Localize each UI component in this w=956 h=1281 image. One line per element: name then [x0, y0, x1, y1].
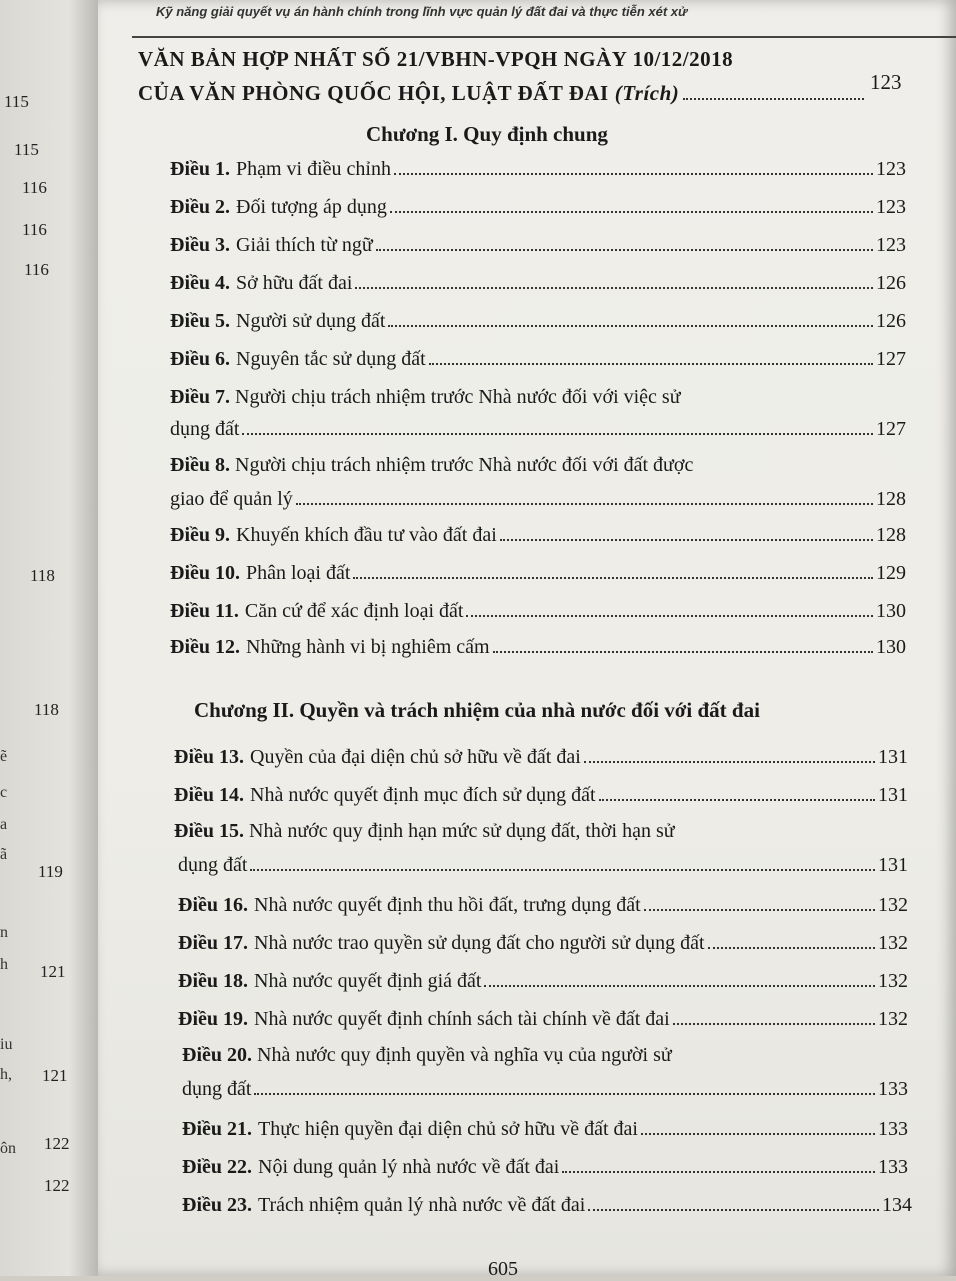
facing-page-edge — [0, 0, 98, 1276]
title-line-2-italic: (Trích) — [614, 81, 680, 105]
facing-page-number: 116 — [22, 178, 47, 197]
article-number: Điều 4. — [170, 272, 230, 294]
dot-leader — [388, 325, 873, 327]
article-number: Điều 16. — [178, 894, 248, 916]
facing-page-fragment: iu — [0, 1036, 13, 1053]
page-number: 131 — [878, 854, 908, 876]
facing-page-fragment: c — [0, 784, 8, 801]
article-number: Điều 9. — [170, 524, 230, 546]
facing-page-number: 122 — [44, 1176, 70, 1195]
article-number: Điều 20. — [182, 1044, 252, 1066]
article-title: Nhà nước quy định hạn mức sử dụng đất, thời hạn sử — [249, 820, 675, 842]
toc-entry[interactable] — [178, 932, 908, 955]
article-number: Điều 15. — [174, 820, 244, 842]
facing-page-fragment: ôn — [0, 1140, 16, 1157]
dot-leader — [588, 1209, 879, 1211]
page-number: 131 — [878, 746, 908, 768]
toc-entry[interactable] — [170, 524, 906, 547]
chapter-heading: Chương I. Quy định chung — [366, 122, 608, 146]
title-line-2-main: CỦA VĂN PHÒNG QUỐC HỘI, LUẬT ĐẤT ĐAI — [138, 81, 609, 105]
toc-entry-continuation[interactable] — [170, 488, 906, 511]
dot-leader — [242, 433, 873, 435]
article-title: Những hành vi bị nghiêm cấm — [246, 636, 490, 658]
facing-page-number: 122 — [44, 1134, 70, 1153]
dot-leader — [394, 173, 873, 175]
dot-leader — [376, 249, 873, 251]
dot-leader — [708, 947, 875, 949]
dot-leader — [673, 1023, 875, 1025]
facing-page-fragment: h — [0, 956, 8, 973]
toc-entry[interactable] — [174, 784, 908, 807]
page-number: 128 — [876, 524, 906, 546]
dot-leader — [683, 98, 864, 100]
article-title: Sở hữu đất đai — [236, 272, 353, 294]
toc-entry[interactable] — [182, 1118, 908, 1141]
article-number: Điều 3. — [170, 234, 230, 256]
facing-page-number: 116 — [22, 220, 47, 239]
facing-page-number: 115 — [14, 140, 39, 159]
article-title-continuation: dụng đất — [170, 418, 240, 440]
page-number: 123 — [876, 196, 906, 218]
page-number: 133 — [878, 1156, 908, 1178]
toc-entry[interactable] — [174, 746, 908, 769]
article-title-continuation: giao để quản lý — [170, 488, 293, 510]
header-rule — [132, 36, 956, 38]
chapter-heading: Chương II. Quyền và trách nhiệm của nhà nước đối với đất đai — [194, 698, 760, 722]
dot-leader — [296, 503, 873, 505]
toc-entry[interactable] — [170, 310, 906, 333]
dot-leader — [466, 615, 873, 617]
article-title: Nhà nước quyết định giá đất — [254, 970, 482, 992]
article-number: Điều 17. — [178, 932, 248, 954]
article-title: Người chịu trách nhiệm trước Nhà nước đối với đất được — [235, 454, 694, 476]
running-head: Kỹ năng giải quyết vụ án hành chính trong lĩnh vực quản lý đất đai và thực tiễn xét xử — [156, 4, 688, 19]
article-number: Điều 2. — [170, 196, 230, 218]
page-number: 128 — [876, 488, 906, 510]
facing-page-fragment: a — [0, 816, 8, 833]
toc-entry-first-line[interactable] — [182, 1044, 672, 1067]
toc-entry-first-line[interactable] — [170, 454, 693, 477]
article-title: Người chịu trách nhiệm trước Nhà nước đối với việc sử — [235, 386, 681, 408]
article-title: Người sử dụng đất — [236, 310, 386, 332]
toc-entry[interactable] — [170, 600, 906, 623]
facing-page-number: 118 — [30, 566, 55, 585]
facing-page-number: 118 — [34, 700, 59, 719]
toc-entry[interactable] — [170, 196, 906, 219]
dot-leader — [484, 985, 875, 987]
article-title: Nhà nước trao quyền sử dụng đất cho người sử dụng đất — [254, 932, 705, 954]
toc-entry[interactable] — [170, 636, 906, 659]
toc-entry-first-line[interactable] — [170, 386, 681, 409]
page-number: 131 — [878, 784, 908, 806]
toc-entry[interactable] — [170, 562, 906, 585]
article-number: Điều 21. — [182, 1118, 252, 1140]
article-number: Điều 23. — [182, 1194, 252, 1216]
page-number: 123 — [876, 158, 906, 180]
dot-leader — [353, 577, 873, 579]
dot-leader — [390, 211, 873, 213]
article-title: Nhà nước quyết định mục đích sử dụng đất — [250, 784, 596, 806]
page-number: 132 — [878, 894, 908, 916]
book-page — [98, 0, 956, 1280]
article-number: Điều 5. — [170, 310, 230, 332]
toc-entry[interactable] — [178, 1008, 908, 1031]
page-number: 126 — [876, 310, 906, 332]
title-line-2 — [138, 76, 868, 110]
dot-leader — [562, 1171, 875, 1173]
dot-leader — [599, 799, 875, 801]
title-line-1: VĂN BẢN HỢP NHẤT SỐ 21/VBHN-VPQH NGÀY 10/12/2018 — [138, 47, 734, 71]
facing-page-number: 121 — [42, 1066, 68, 1085]
toc-entry[interactable] — [170, 348, 906, 371]
toc-entry[interactable] — [170, 234, 906, 257]
toc-entry-continuation[interactable] — [170, 418, 906, 441]
article-title: Nhà nước quyết định thu hồi đất, trưng dụng đất — [254, 894, 641, 916]
page-number: 132 — [878, 1008, 908, 1030]
article-title: Đối tượng áp dụng — [236, 196, 387, 218]
dot-leader — [584, 761, 875, 763]
article-title-continuation: dụng đất — [178, 854, 248, 876]
facing-page-fragment: n — [0, 924, 8, 941]
article-title: Căn cứ để xác định loại đất — [244, 600, 464, 622]
toc-entry-continuation[interactable] — [182, 1078, 908, 1101]
page-number: 123 — [876, 234, 906, 256]
document-title — [138, 42, 868, 110]
article-title: Phân loại đất — [246, 562, 351, 584]
toc-entry[interactable] — [182, 1156, 908, 1179]
article-title-continuation: dụng đất — [182, 1078, 252, 1100]
page-number: 133 — [878, 1118, 908, 1140]
toc-entry-continuation[interactable] — [178, 854, 908, 877]
dot-leader — [429, 363, 873, 365]
page-number: 132 — [878, 970, 908, 992]
dot-leader — [500, 539, 873, 541]
article-number: Điều 18. — [178, 970, 248, 992]
facing-page-number: 115 — [4, 92, 29, 111]
dot-leader — [641, 1133, 875, 1135]
facing-page-number: 116 — [24, 260, 49, 279]
article-number: Điều 10. — [170, 562, 240, 584]
article-title: Nội dung quản lý nhà nước về đất đai — [258, 1156, 560, 1178]
article-title: Nhà nước quyết định chính sách tài chính về đất đai — [254, 1008, 670, 1030]
article-number: Điều 7. — [170, 386, 230, 408]
toc-entry[interactable] — [178, 970, 908, 993]
article-title: Nguyên tắc sử dụng đất — [236, 348, 426, 370]
dot-leader — [254, 1093, 875, 1095]
toc-entry[interactable] — [170, 272, 906, 295]
page-number: 132 — [878, 932, 908, 954]
page-number: 130 — [876, 600, 906, 622]
article-number: Điều 6. — [170, 348, 230, 370]
page-number: 133 — [878, 1078, 908, 1100]
article-title: Giải thích từ ngữ — [236, 234, 373, 256]
article-number: Điều 22. — [182, 1156, 252, 1178]
toc-entry-first-line[interactable] — [174, 820, 675, 843]
page-number: 127 — [876, 348, 906, 370]
page-number: 134 — [882, 1194, 912, 1216]
page-number: 130 — [876, 636, 906, 658]
facing-page-fragment: ã — [0, 846, 8, 863]
dot-leader — [644, 909, 875, 911]
page-footer-number: 605 — [488, 1258, 518, 1280]
facing-page-number: 121 — [40, 962, 66, 981]
dot-leader — [493, 651, 873, 653]
article-title: Nhà nước quy định quyền và nghĩa vụ của người sử — [257, 1044, 672, 1066]
article-title: Trách nhiệm quản lý nhà nước về đất đai — [258, 1194, 586, 1216]
toc-entry[interactable] — [170, 158, 906, 181]
article-title: Thực hiện quyền đại diện chủ sở hữu về đất đai — [258, 1118, 638, 1140]
toc-entry[interactable] — [182, 1194, 912, 1217]
page-number: 129 — [876, 562, 906, 584]
facing-page-fragment: ẽ — [0, 748, 8, 765]
toc-entry[interactable] — [178, 894, 908, 917]
facing-page-number: 119 — [38, 862, 63, 881]
article-title: Phạm vi điều chỉnh — [236, 158, 391, 180]
article-number: Điều 19. — [178, 1008, 248, 1030]
article-number: Điều 12. — [170, 636, 240, 658]
facing-page-fragment: h, — [0, 1066, 12, 1083]
dot-leader — [355, 287, 873, 289]
article-number: Điều 14. — [174, 784, 244, 806]
article-number: Điều 13. — [174, 746, 244, 768]
dot-leader — [250, 869, 875, 871]
article-number: Điều 11. — [170, 600, 239, 622]
page-number: 126 — [876, 272, 906, 294]
article-title: Khuyến khích đầu tư vào đất đai — [236, 524, 497, 546]
title-page-number: 123 — [870, 70, 902, 94]
article-number: Điều 8. — [170, 454, 230, 476]
article-title: Quyền của đại diện chủ sở hữu về đất đai — [250, 746, 581, 768]
article-number: Điều 1. — [170, 158, 230, 180]
page-number: 127 — [876, 418, 906, 440]
